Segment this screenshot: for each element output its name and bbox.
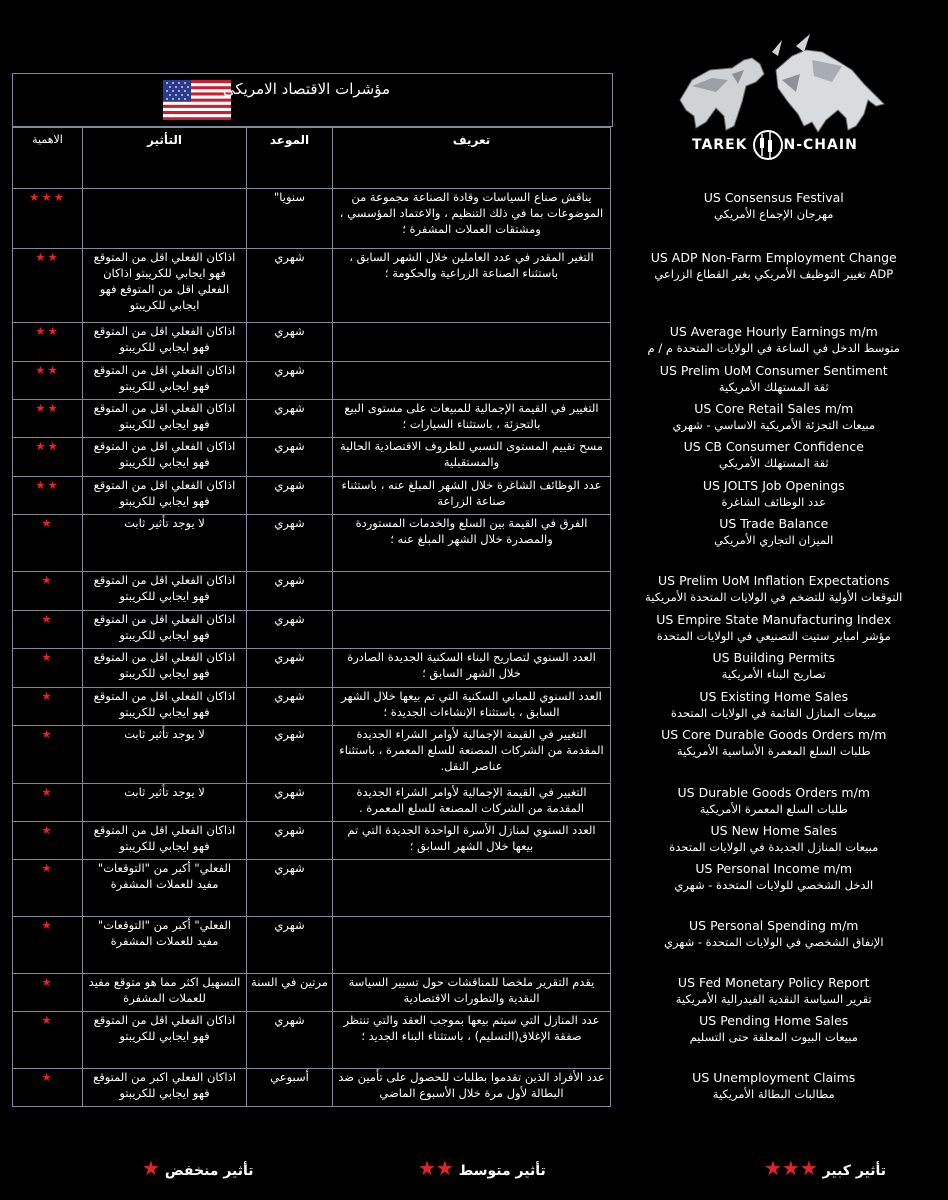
- importance-stars: ★: [13, 822, 83, 860]
- importance-stars: ★: [13, 688, 83, 726]
- importance-stars: ★: [13, 726, 83, 784]
- definition-cell: [333, 917, 611, 974]
- effect-cell: الفعلي" أكبر من "التوقعات" مفيد للعملات المشفرة: [83, 860, 247, 917]
- date-cell: شهري: [247, 860, 333, 917]
- table-body: [13, 189, 937, 1107]
- indicator-name-ar: متوسط الدخل في الساعة في الولايات المتحدة م / م: [647, 340, 900, 355]
- us-flag-icon: [163, 80, 231, 120]
- table-row: [13, 726, 937, 784]
- definition-cell: العدد السنوي لتصاريح البناء السكنية الجديدة الصادرة خلال الشهر السابق ؛: [333, 649, 611, 688]
- indicator-name-cell: [611, 917, 937, 974]
- indicator-name-cell: [611, 477, 937, 515]
- legend-high-stars: ★★★: [764, 1156, 818, 1180]
- importance-stars: ★★★: [13, 189, 83, 249]
- date-cell: شهري: [247, 726, 333, 784]
- indicator-name-en: US CB Consumer Confidence: [683, 438, 864, 454]
- indicator-name-ar: مهرجان الإجماع الأمريكي: [714, 206, 834, 221]
- indicator-name-en: US Trade Balance: [719, 515, 829, 531]
- indicator-name-cell: [611, 822, 937, 860]
- importance-stars: ★: [13, 611, 83, 649]
- date-cell: شهري: [247, 323, 333, 362]
- definition-cell: العدد السنوي لمنازل الأسرة الواحدة الجديدة التي تم بيعها خلال الشهر السابق ؛: [333, 822, 611, 860]
- importance-stars: ★: [13, 1069, 83, 1107]
- indicator-name-en: US New Home Sales: [710, 822, 837, 838]
- definition-cell: عدد الأفراد الذين تقدموا بطلبات للحصول على تأمين ضد البطالة لأول مرة خلال الأسبوع الماضي: [333, 1069, 611, 1107]
- indicator-name-ar: الدخل الشخصي للولايات المتحدة - شهري: [674, 877, 874, 892]
- table-title-box: [12, 73, 613, 127]
- date-cell: شهري: [247, 249, 333, 323]
- definition-cell: عدد المنازل التي سيتم بيعها بموجب العقد والتي تنتظر صفقة الإغلاق(التسليم) ، باستثناء البناء الجديد ؛: [333, 1012, 611, 1069]
- table-row: [13, 438, 937, 477]
- column-header-effect: التأثير: [83, 128, 247, 189]
- table-row: [13, 784, 937, 822]
- date-cell: شهري: [247, 822, 333, 860]
- legend-low-stars: ★: [142, 1156, 160, 1180]
- date-cell: شهري: [247, 688, 333, 726]
- indicator-name-ar: مبيعات المنازل الجديدة في الولايات المتحدة: [669, 839, 879, 854]
- indicator-name-ar: التوقعات الأولية للتضخم في الولايات المتحدة الأمريكية: [645, 589, 903, 604]
- effect-cell: [83, 189, 247, 249]
- table-row: [13, 189, 937, 249]
- table-row: [13, 822, 937, 860]
- indicator-name-cell: [611, 974, 937, 1012]
- indicator-name-en: US Empire State Manufacturing Index: [656, 611, 892, 627]
- indicator-name-ar: مبيعات البيوت المعلقة حتى التسليم: [689, 1029, 858, 1044]
- effect-cell: لا يوجد تأثير ثابت: [83, 784, 247, 822]
- indicator-name-en: US Fed Monetary Policy Report: [677, 974, 870, 990]
- effect-cell: الفعلي" أكبر من "التوقعات" مفيد للعملات المشفرة: [83, 917, 247, 974]
- effect-cell: اذاكان الفعلي اقل من المتوقع فهو ايجابي للكريبتو: [83, 323, 247, 362]
- definition-cell: التغير المقدر في عدد العاملين خلال الشهر السابق ، باستثناء الصناعة الزراعية والحكومة ؛: [333, 249, 611, 323]
- definition-cell: التغيير في القيمة الإجمالية لأوامر الشراء الجديدة المقدمة من الشركات المصنعة للسلع المعمرة .: [333, 784, 611, 822]
- legend-high: [764, 1156, 886, 1180]
- indicator-name-en: US Core Durable Goods Orders m/m: [661, 726, 887, 742]
- indicator-name-en: US Prelim UoM Inflation Expectations: [658, 572, 890, 588]
- indicator-name-cell: [611, 189, 937, 249]
- effect-cell: اذاكان الفعلي اقل من المتوقع فهو ايجابي للكريبتو: [83, 438, 247, 477]
- table-row: [13, 611, 937, 649]
- importance-stars: ★★: [13, 438, 83, 477]
- effect-cell: لا يوجد تأثير ثابت: [83, 726, 247, 784]
- importance-stars: ★: [13, 917, 83, 974]
- table-row: [13, 649, 937, 688]
- importance-stars: ★: [13, 784, 83, 822]
- definition-cell: يقدم التقرير ملخصا للمناقشات حول تسيير السياسة النقدية والتطورات الاقتصادية: [333, 974, 611, 1012]
- effect-cell: اذاكان الفعلي اقل من المتوقع فهو ايجابي للكريبتو: [83, 688, 247, 726]
- indicator-name-en: US Durable Goods Orders m/m: [677, 784, 870, 800]
- table-row: [13, 917, 937, 974]
- effect-cell: التسهيل اكثر مما هو متوقع مفيد للعملات المشفرة: [83, 974, 247, 1012]
- effect-cell: اذاكان الفعلي اقل من المتوقع فهو ايجابي للكريبتو: [83, 649, 247, 688]
- indicator-name-ar: عدد الوظائف الشاغرة: [721, 494, 827, 509]
- indicator-name-ar: الميزان التجاري الأمريكي: [714, 532, 834, 547]
- legend-medium: [418, 1156, 546, 1180]
- date-cell: مرتين في السنة: [247, 974, 333, 1012]
- effect-cell: اذاكان الفعلي اقل من المتوقع فهو ايجابي للكريبتو: [83, 477, 247, 515]
- definition-cell: التغيير في القيمة الإجمالية للمبيعات على مستوى البيع بالتجزئة ، باستثناء السيارات ؛: [333, 400, 611, 438]
- indicator-name-en: US Core Retail Sales m/m: [694, 400, 854, 416]
- importance-stars: ★★: [13, 249, 83, 323]
- table-row: [13, 400, 937, 438]
- table-row: [13, 572, 937, 611]
- importance-stars: ★★: [13, 362, 83, 400]
- indicator-name-cell: [611, 726, 937, 784]
- table-row: [13, 860, 937, 917]
- definition-cell: [333, 860, 611, 917]
- indicator-name-ar: ADP تغيير التوظيف الأمريكي بغير القطاع الزراعي: [654, 266, 894, 281]
- indicator-name-cell: [611, 1069, 937, 1107]
- indicator-name-cell: [611, 438, 937, 477]
- indicator-name-cell: [611, 362, 937, 400]
- indicator-name-en: US Personal Spending m/m: [689, 917, 859, 933]
- effect-cell: اذاكان الفعلي اقل من المتوقع فهو ايجابي للكريبتو: [83, 362, 247, 400]
- date-cell: شهري: [247, 572, 333, 611]
- indicator-name-en: US Prelim UoM Consumer Sentiment: [659, 362, 888, 378]
- indicator-name-en: US Existing Home Sales: [699, 688, 849, 704]
- date-cell: شهري: [247, 438, 333, 477]
- definition-cell: يناقش صناع السياسات وقادة الصناعة مجموعة من الموضوعات بما في ذلك التنظيم ، والاعتماد المؤسسي ، ومشتقات العملات المشفرة ؛: [333, 189, 611, 249]
- importance-stars: ★: [13, 515, 83, 572]
- logo-text: TAREK N-CHAIN: [692, 137, 858, 153]
- indicator-name-cell: [611, 860, 937, 917]
- importance-stars: ★★: [13, 323, 83, 362]
- date-cell: شهري: [247, 784, 333, 822]
- indicator-name-en: US ADP Non-Farm Employment Change: [650, 249, 897, 265]
- indicator-name-en: US Building Permits: [712, 649, 835, 665]
- legend-low-label: تأثير منخفض: [164, 1163, 254, 1179]
- indicator-name-cell: [611, 1012, 937, 1069]
- date-cell: سنويا": [247, 189, 333, 249]
- indicator-name-cell: [611, 688, 937, 726]
- table-row: [13, 477, 937, 515]
- definition-cell: التغيير في القيمة الإجمالية لأوامر الشراء الجديدة المقدمة من الشركات المصنعة للسلع المعمرة ، باستثناء عناصر النقل.: [333, 726, 611, 784]
- definition-cell: مسح تقييم المستوى النسبي للظروف الاقتصادية الحالية والمستقبلية: [333, 438, 611, 477]
- indicator-name-en: US Personal Income m/m: [695, 860, 853, 876]
- importance-stars: ★: [13, 974, 83, 1012]
- effect-cell: اذاكان الفعلي اقل من المتوقع فهو ايجابي للكريبتو: [83, 572, 247, 611]
- column-header-definition: تعريف: [333, 128, 611, 189]
- indicator-name-cell: [611, 249, 937, 323]
- importance-stars: ★★: [13, 477, 83, 515]
- indicator-name-ar: مطالبات البطالة الأمريكية: [712, 1086, 835, 1101]
- definition-cell: عدد الوظائف الشاغرة خلال الشهر المبلغ عنه ، باستثناء صناعة الزراعة: [333, 477, 611, 515]
- indicator-name-en: US Average Hourly Earnings m/m: [669, 323, 878, 339]
- date-cell: شهري: [247, 400, 333, 438]
- indicator-name-ar: الإنفاق الشخصي في الولايات المتحدة - شهري: [663, 934, 884, 949]
- table-row: [13, 688, 937, 726]
- effect-cell: اذاكان الفعلي اقل من المتوقع فهو ايجابي للكريبتو: [83, 611, 247, 649]
- column-header-name: [611, 128, 937, 189]
- date-cell: شهري: [247, 477, 333, 515]
- effect-cell: اذاكان الفعلي اقل من المتوقع فهو ايجابي للكريبتو: [83, 822, 247, 860]
- date-cell: شهري: [247, 1012, 333, 1069]
- effect-cell: اذاكان الفعلي اقل من المتوقع فهو ايجابي للكريبتو: [83, 1012, 247, 1069]
- indicator-name-ar: تقرير السياسة النقدية الفيدرالية الأمريكية: [675, 991, 872, 1006]
- table-row: [13, 362, 937, 400]
- effect-cell: اذاكان الفعلي اقل من المتوقع فهو ايجابي للكريبتو: [83, 400, 247, 438]
- importance-stars: ★★: [13, 400, 83, 438]
- importance-stars: ★: [13, 649, 83, 688]
- indicator-name-cell: [611, 649, 937, 688]
- definition-cell: [333, 323, 611, 362]
- table-row: [13, 323, 937, 362]
- definition-cell: [333, 362, 611, 400]
- importance-stars: ★: [13, 1012, 83, 1069]
- column-header-importance: الاهمية: [13, 128, 83, 189]
- legend-high-label: تأثير كبير: [822, 1163, 887, 1179]
- date-cell: شهري: [247, 649, 333, 688]
- table-row: [13, 1012, 937, 1069]
- date-cell: شهري: [247, 362, 333, 400]
- indicator-name-en: US Pending Home Sales: [699, 1012, 849, 1028]
- page-title: مؤشرات الاقتصاد الامريكي: [222, 80, 390, 98]
- indicator-name-en: US JOLTS Job Openings: [702, 477, 845, 493]
- indicator-name-ar: مبيعات التجزئة الأمريكية الاساسي - شهري: [672, 417, 876, 432]
- table-row: [13, 515, 937, 572]
- date-cell: شهري: [247, 917, 333, 974]
- importance-stars: ★: [13, 860, 83, 917]
- indicator-name-cell: [611, 515, 937, 572]
- legend-medium-label: تأثير متوسط: [458, 1163, 546, 1179]
- indicator-name-en: US Consensus Festival: [703, 189, 844, 205]
- importance-stars: ★: [13, 572, 83, 611]
- effect-cell: لا يوجد تأثير ثابت: [83, 515, 247, 572]
- indicator-name-en: US Unemployment Claims: [692, 1069, 856, 1085]
- indicator-name-ar: طلبات السلع المعمرة الأمريكية: [699, 801, 848, 816]
- indicator-name-ar: مؤشر امباير ستيت التصنيعي في الولايات المتحدة: [656, 628, 891, 643]
- indicator-name-ar: ثقة المستهلك الأمريكية: [718, 379, 829, 394]
- legend-low: [142, 1156, 254, 1180]
- column-header-date: الموعد: [247, 128, 333, 189]
- indicators-table: [12, 127, 937, 1107]
- indicator-name-ar: تصاريح البناء الأمريكية: [721, 666, 826, 681]
- indicator-name-ar: ثقة المستهلك الأمريكي: [718, 455, 829, 470]
- definition-cell: [333, 611, 611, 649]
- legend-medium-stars: ★★: [418, 1156, 454, 1180]
- indicator-name-cell: [611, 784, 937, 822]
- indicator-name-ar: مبيعات المنازل القائمة في الولايات المتحدة: [670, 705, 877, 720]
- definition-cell: الفرق في القيمة بين السلع والخدمات المستوردة والمصدرة خلال الشهر المبلغ عنه ؛: [333, 515, 611, 572]
- indicator-name-cell: [611, 611, 937, 649]
- indicator-name-cell: [611, 572, 937, 611]
- table-row: [13, 1069, 937, 1107]
- date-cell: أسبوعي: [247, 1069, 333, 1107]
- effect-cell: اذاكان الفعلي اكبر من المتوقع فهو ايجابي للكريبتو: [83, 1069, 247, 1107]
- table-row: [13, 974, 937, 1012]
- date-cell: شهري: [247, 611, 333, 649]
- effect-cell: اذاكان الفعلي اقل من المتوقع فهو ايجابي للكريبتو اذاكان الفعلي اقل من المتوقع فهو ايجابي للكريبتو: [83, 249, 247, 323]
- definition-cell: [333, 572, 611, 611]
- indicator-name-cell: [611, 323, 937, 362]
- indicator-name-cell: [611, 400, 937, 438]
- definition-cell: العدد السنوي للمباني السكنية التي تم بيعها خلال الشهر السابق ، باستثناء الإنشاءات الجديدة ؛: [333, 688, 611, 726]
- indicator-name-ar: طلبات السلع المعمرة الأساسية الأمريكية: [676, 743, 871, 758]
- table-row: [13, 249, 937, 323]
- date-cell: شهري: [247, 515, 333, 572]
